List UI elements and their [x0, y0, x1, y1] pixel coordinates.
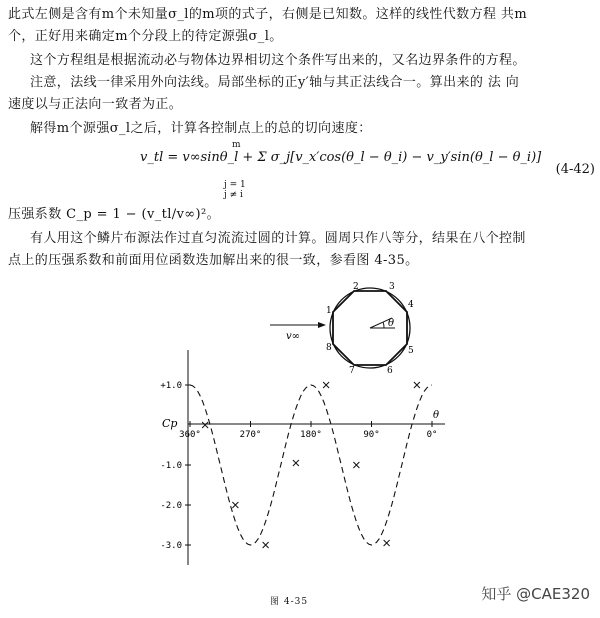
- text-line-4: 注意，法线一律采用外向法线。局部坐标的正y′轴与其正法线合一。算出来的 法 向: [30, 75, 520, 90]
- text-line-7: 压强系数 C_p = 1 − (v_tl/v∞)²。: [8, 207, 221, 222]
- freestream-arrowhead: [318, 322, 326, 328]
- octagon-inset: [270, 282, 414, 376]
- freestream-label: v∞: [286, 331, 300, 342]
- y-tick-label: -2.0: [160, 501, 182, 511]
- text-line-2: 个，正好用来确定m个分段上的待定源强σ_l。: [8, 29, 283, 44]
- y-tick-label: +1.0: [160, 381, 182, 391]
- sum-upper-limit: m: [232, 140, 241, 150]
- vertex-label-5: 5: [408, 346, 414, 356]
- y-axis-label: Cp: [162, 417, 178, 430]
- data-point-marker: [293, 460, 299, 466]
- data-point-marker: [232, 502, 238, 508]
- figure-caption: 图 4-35: [270, 597, 309, 607]
- cp-chart: [160, 350, 445, 565]
- equation-body: v_tl = v∞sinθ_l + Σ σ_j[v_x′cos(θ_l − θ_i) − v_y′sin(θ_l − θ_i)]: [140, 150, 542, 165]
- vertex-label-8: 8: [326, 343, 332, 353]
- text-line-3: 这个方程组是根据流动必与物体边界相切这个条件写出来的，又名边界条件的方程。: [30, 53, 526, 68]
- text-line-8: 有人用这个鳞片布源法作过直匀流流过圆的计算。圆周只作八等分，结果在八个控制: [30, 231, 526, 246]
- text-line-9: 点上的压强系数和前面用位函数迭加解出来的很一致，参看图 4-35。: [8, 253, 419, 268]
- vertex-label-2: 2: [353, 282, 359, 292]
- y-tick-label: -1.0: [160, 461, 182, 471]
- x-tick-label: 270°: [239, 430, 262, 440]
- angle-arc: [383, 322, 384, 328]
- x-tick-label: 180°: [300, 430, 322, 440]
- x-tick-label: 0°: [426, 430, 438, 440]
- vertex-label-6: 6: [387, 366, 393, 376]
- vertex-label-4: 4: [408, 300, 414, 310]
- data-point-marker: [202, 422, 208, 428]
- data-point-marker: [414, 382, 420, 388]
- series-line-theory: [190, 385, 432, 545]
- data-point-marker: [323, 382, 329, 388]
- data-point-marker: [263, 542, 269, 548]
- vertex-label-3: 3: [389, 282, 395, 292]
- y-tick-label: -3.0: [160, 541, 182, 551]
- text-line-1: 此式左侧是含有m个未知量σ_l的m项的式子，右侧是已知数。这样的线性代数方程 共m: [8, 7, 528, 22]
- equation-number: (4-42): [555, 162, 595, 177]
- x-tick-label: 360°: [179, 430, 201, 440]
- text-line-6: 解得m个源强σ_l之后，计算各控制点上的总的切向速度：: [30, 121, 372, 136]
- data-point-marker: [384, 540, 390, 546]
- watermark: 知乎 @CAE320: [481, 585, 590, 603]
- vertex-label-7: 7: [349, 366, 355, 376]
- text-line-5: 速度以与正法向一致者为正。: [8, 97, 183, 112]
- vertex-label-1: 1: [326, 306, 332, 316]
- data-point-marker: [353, 462, 359, 468]
- sum-lower-limit: j = 1 j ≠ i: [224, 180, 246, 200]
- x-axis-label: θ: [433, 410, 440, 421]
- angle-label: θ: [388, 318, 395, 329]
- x-tick-label: 90°: [363, 430, 380, 440]
